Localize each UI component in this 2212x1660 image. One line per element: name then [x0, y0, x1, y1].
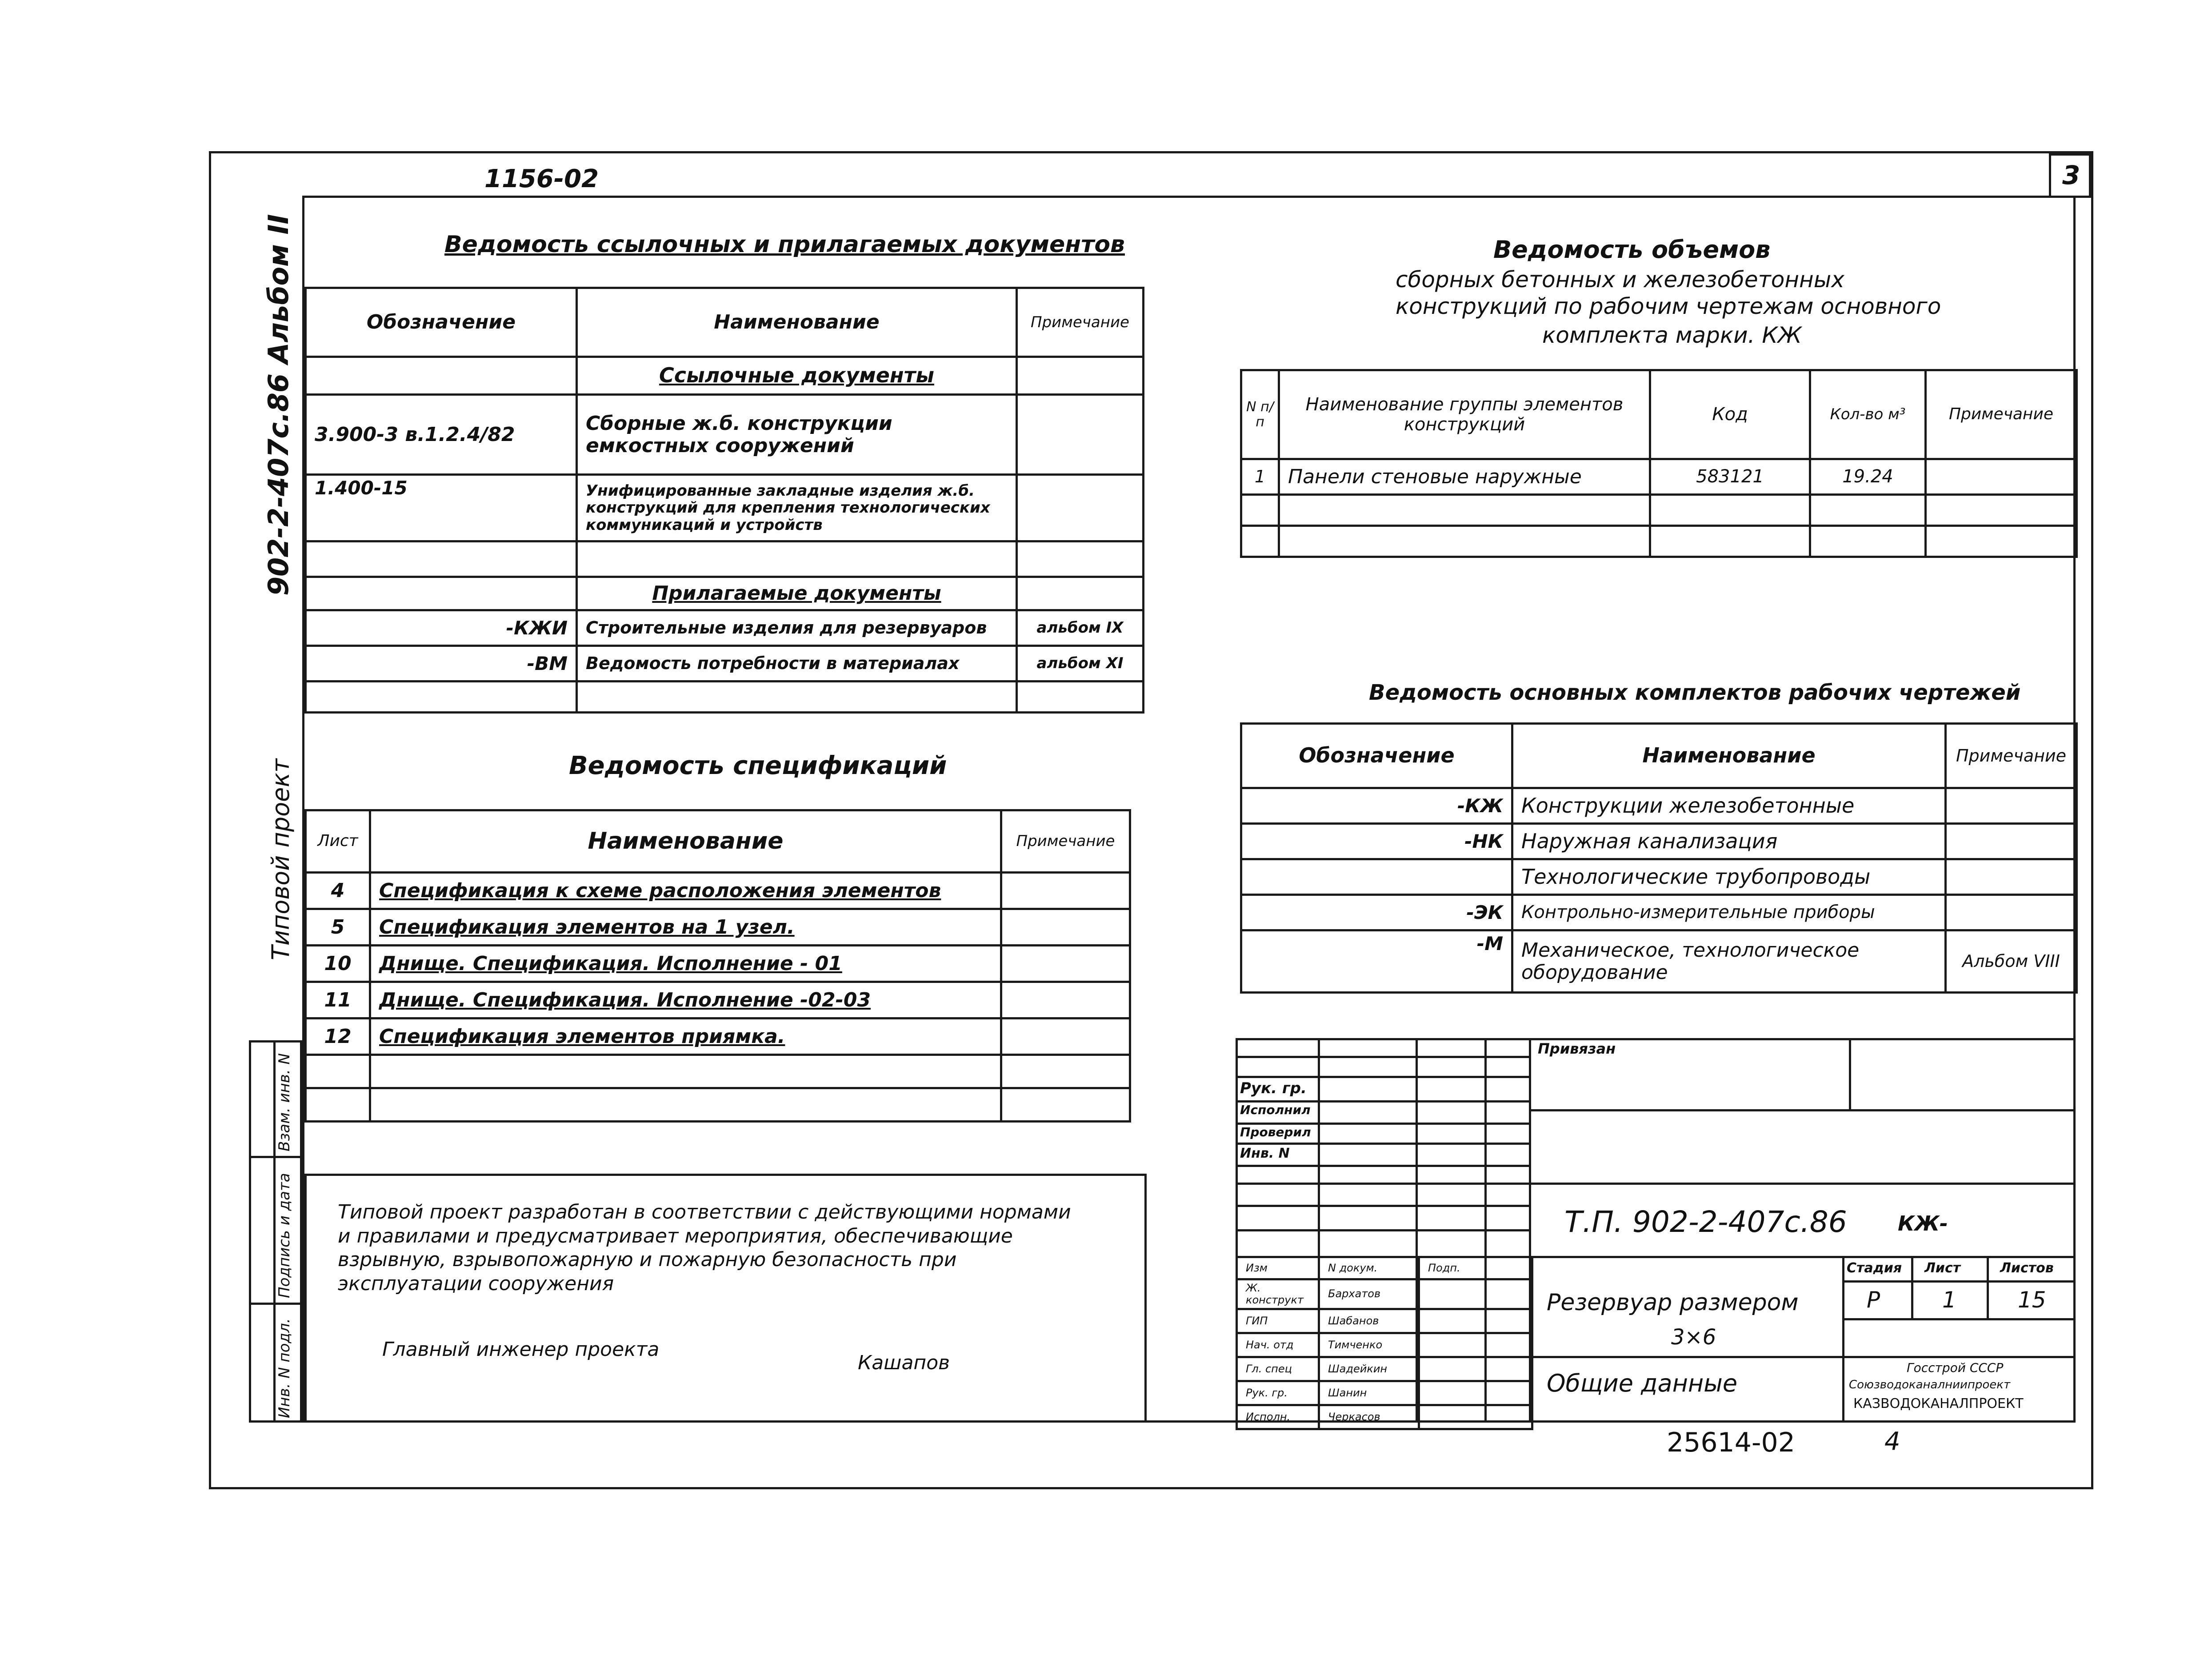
set-name: Механическое, технологическое оборудование	[1512, 930, 1946, 993]
sets-header-note: Примечание	[1946, 724, 2077, 788]
ref-note	[1017, 395, 1144, 475]
volumes-title: Ведомость объемов	[1493, 236, 1771, 264]
tb-label: Проверил	[1240, 1125, 1311, 1139]
sets-header-name: Наименование	[1512, 724, 1946, 788]
side-project: Типовой проект	[267, 758, 295, 960]
side-code: 902-2-407с.86 Альбом II	[262, 214, 295, 596]
specifications-table	[304, 809, 1131, 1123]
set-name: Конструкции железобетонные	[1512, 788, 1946, 824]
vol-name: Панели стеновые наружные	[1279, 459, 1650, 495]
org-line: Госстрой СССР	[1907, 1360, 2004, 1375]
set-note	[1946, 895, 2077, 930]
object-name: Резервуар размером	[1547, 1289, 1799, 1316]
left-stamp-divider	[249, 1156, 302, 1158]
set-note	[1946, 788, 2077, 824]
signer-name: Тимченко	[1319, 1333, 1419, 1357]
ref-name: Сборные ж.б. конструкции емкостных сооружений	[577, 395, 1017, 475]
spec-name: Днище. Спецификация. Исполнение - 01	[370, 946, 1001, 982]
signer-role: Исполн.	[1237, 1405, 1319, 1429]
spec-sheet: 10	[306, 946, 370, 982]
ref-code: 1.400-15	[306, 475, 577, 541]
ref-name: Унифицированные закладные изделия ж.б. конструкций для крепления технологических коммуникаций и устройств	[577, 475, 1017, 541]
col-head: Подп.	[1419, 1257, 1532, 1279]
vol-header-code: Код	[1650, 370, 1810, 459]
bottom-page: 4	[1884, 1427, 1900, 1456]
vol-qty: 19.24	[1810, 459, 1926, 495]
specifications-title: Ведомость спецификаций	[569, 751, 947, 780]
main-sets-table	[1240, 722, 2078, 994]
tb-label: Инв. N	[1240, 1146, 1290, 1161]
spec-sheet: 5	[306, 909, 370, 946]
volumes-subtitle: сборных бетонных и железобетонных	[1396, 267, 1844, 293]
att-name: Ведомость потребности в материалах	[577, 646, 1017, 682]
spec-name: Спецификация элементов приямка.	[370, 1018, 1001, 1055]
ref-note	[1017, 475, 1144, 541]
sheet-name: Общие данные	[1547, 1369, 1738, 1397]
signer-name: Шабанов	[1319, 1309, 1419, 1333]
ref-code: 3.900-3 в.1.2.4/82	[306, 395, 577, 475]
spec-name: Спецификация к схеме расположения элементов	[370, 873, 1001, 909]
signer-name: Бархатов	[1319, 1279, 1419, 1309]
main-sets-title: Ведомость основных комплектов рабочих чертежей	[1369, 680, 2021, 705]
volumes-table	[1240, 369, 2078, 558]
signer-name: Черкасов	[1319, 1405, 1419, 1429]
spec-name: Спецификация элементов на 1 узел.	[370, 909, 1001, 946]
sheet-number: 3	[2062, 160, 2080, 190]
vol-note	[1926, 459, 2077, 495]
set-code: -КЖ	[1241, 788, 1512, 824]
vol-header-note: Примечание	[1926, 370, 2077, 459]
att-code: -КЖИ	[306, 610, 577, 646]
set-code: -ЭК	[1241, 895, 1512, 930]
spec-sheet: 4	[306, 873, 370, 909]
spec-sheet: 11	[306, 982, 370, 1018]
doc-mark: КЖ-	[1898, 1211, 1948, 1235]
section-attached: Прилагаемые документы	[577, 577, 1017, 610]
set-note	[1946, 859, 2077, 895]
chief-engineer-name: Кашапов	[858, 1351, 950, 1374]
volumes-subtitle: конструкций по рабочим чертежам основного	[1396, 293, 1941, 319]
stamp-label-inv: Инв. N подл.	[276, 1318, 293, 1418]
spec-header-note: Примечание	[1001, 810, 1130, 873]
stamp-label-sign: Подпись и дата	[276, 1173, 293, 1298]
tb-label: Рук. гр.	[1240, 1079, 1307, 1097]
vol-code: 583121	[1650, 459, 1810, 495]
spec-sheet: 12	[306, 1018, 370, 1055]
header-name: Наименование	[577, 288, 1017, 357]
att-note: альбом IX	[1017, 610, 1144, 646]
section-referenced: Ссылочные документы	[577, 357, 1017, 395]
set-code: -М	[1241, 930, 1512, 993]
header-designation: Обозначение	[306, 288, 577, 357]
set-note: Альбом VIII	[1946, 930, 2077, 993]
org-line: КАЗВОДОКАНАЛПРОЕКТ	[1853, 1396, 2024, 1411]
top-code: 1156-02	[484, 164, 599, 193]
spec-header-sheet: Лист	[306, 810, 370, 873]
stage-value: Р	[1867, 1287, 1880, 1313]
stamp-label-replace: Взам. инв. N	[276, 1053, 293, 1151]
object-size: 3×6	[1671, 1325, 1716, 1350]
signers-table	[1236, 1256, 1533, 1430]
signer-name: Шанин	[1319, 1381, 1419, 1405]
signer-role: Рук. гр.	[1237, 1381, 1319, 1405]
org-line: Союзводоканалниипроект	[1849, 1378, 2011, 1391]
referenced-docs-table	[304, 287, 1144, 714]
inner-frame-top	[302, 196, 2076, 198]
signer-name: Шадейкин	[1319, 1357, 1419, 1381]
sheets-label: Листов	[2000, 1260, 2054, 1276]
sets-header-designation: Обозначение	[1241, 724, 1512, 788]
set-code	[1241, 859, 1512, 895]
bottom-number: 25614-02	[1667, 1427, 1795, 1458]
vol-n: 1	[1241, 459, 1279, 495]
sheet-label: Лист	[1924, 1260, 1961, 1276]
signer-role: Ж. конструкт	[1237, 1279, 1319, 1309]
chief-engineer-label: Главный инженер проекта	[382, 1338, 660, 1361]
vol-header-n: N п/п	[1241, 370, 1279, 459]
set-name: Технологические трубопроводы	[1512, 859, 1946, 895]
doc-code: Т.П. 902-2-407с.86	[1564, 1205, 1847, 1239]
sheets-value: 15	[2018, 1287, 2046, 1313]
attached-label: Привязан	[1538, 1040, 1616, 1057]
header-note: Примечание	[1017, 288, 1144, 357]
att-code: -ВМ	[306, 646, 577, 682]
volumes-subtitle: комплекта марки. КЖ	[1542, 322, 1802, 348]
set-name: Контрольно-измерительные приборы	[1512, 895, 1946, 930]
signer-role: Гл. спец	[1237, 1357, 1319, 1381]
left-stamp-divider	[249, 1303, 302, 1305]
signer-role: Нач. отд	[1237, 1333, 1319, 1357]
signer-role: ГИП	[1237, 1309, 1319, 1333]
set-code: -НК	[1241, 824, 1512, 859]
col-head: Изм	[1237, 1257, 1319, 1279]
spec-name: Днище. Спецификация. Исполнение -02-03	[370, 982, 1001, 1018]
stage-label: Стадия	[1847, 1260, 1902, 1276]
sheet-value: 1	[1942, 1287, 1956, 1313]
vol-header-qty: Кол-во м³	[1810, 370, 1926, 459]
set-name: Наружная канализация	[1512, 824, 1946, 859]
referenced-docs-title: Ведомость ссылочных и прилагаемых документов	[444, 231, 1125, 258]
set-note	[1946, 824, 2077, 859]
vol-header-name: Наименование группы элементов конструкций	[1279, 370, 1650, 459]
tb-label: Исполнил	[1240, 1103, 1311, 1117]
att-note: альбом XI	[1017, 646, 1144, 682]
col-head: N докум.	[1319, 1257, 1419, 1279]
note-text: Типовой проект разработан в соответствии с действующими нормами и правилами и предусматривает мероприятия, обеспечивающие взрывную, взрывопожарную и пожарную безопасность при эксплуатации сооружения	[338, 1201, 1071, 1295]
spec-header-name: Наименование	[370, 810, 1001, 873]
att-name: Строительные изделия для резервуаров	[577, 610, 1017, 646]
